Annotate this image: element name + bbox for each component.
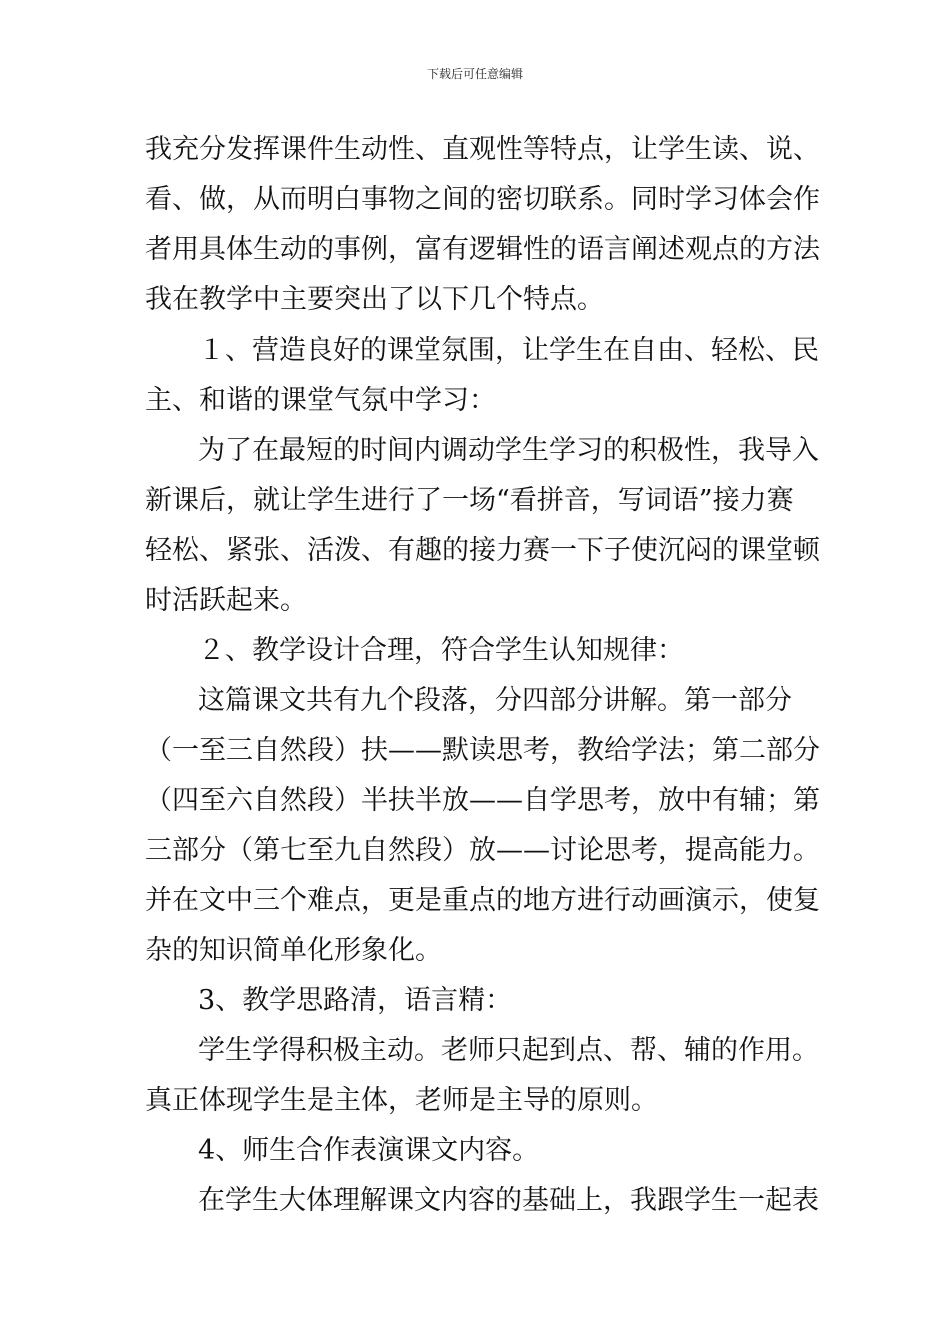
text-line: 真正体现学生是主体，老师是主导的原则。 bbox=[145, 1085, 658, 1116]
paragraph-start: 在学生大体理解课文内容的基础上，我跟学生一起表 bbox=[198, 1185, 819, 1216]
text-line: （一至三自然段）扶——默读思考，教给学法；第二部分 bbox=[145, 735, 820, 766]
section-heading: 3、教学思路清，语言精： bbox=[198, 985, 513, 1016]
paragraph-start: 学生学得积极主动。老师只起到点、帮、辅的作用。 bbox=[198, 1035, 819, 1066]
section-heading: １、营造良好的课堂氛围，让学生在自由、轻松、民 bbox=[198, 335, 819, 366]
text-line: （四至六自然段）半扶半放——自学思考，放中有辅；第 bbox=[145, 785, 820, 816]
text-line: 我充分发挥课件生动性、直观性等特点，让学生读、说、 bbox=[145, 134, 820, 165]
text-line: 轻松、紧张、活泼、有趣的接力赛一下子使沉闷的课堂顿 bbox=[145, 535, 820, 566]
text-line: 三部分（第七至九自然段）放——讨论思考，提高能力。 bbox=[145, 835, 820, 866]
text-line: 主、和谐的课堂气氛中学习： bbox=[145, 385, 496, 416]
paragraph-start: 为了在最短的时间内调动学生学习的积极性，我导入 bbox=[198, 435, 819, 466]
text-line: 看、做，从而明白事物之间的密切联系。同时学习体会作 bbox=[145, 184, 820, 215]
text-line: 新课后，就让学生进行了一场“看拼音，写词语”接力赛 bbox=[145, 485, 794, 516]
text-line: 并在文中三个难点，更是重点的地方进行动画演示，使复 bbox=[145, 885, 820, 916]
text-line: 杂的知识简单化形象化。 bbox=[145, 935, 442, 966]
text-line: 者用具体生动的事例，富有逻辑性的语言阐述观点的方法 bbox=[145, 234, 820, 265]
section-heading: 4、师生合作表演课文内容。 bbox=[198, 1135, 540, 1166]
text-line: 我在教学中主要突出了以下几个特点。 bbox=[145, 284, 604, 315]
paragraph-start: 这篇课文共有九个段落，分四部分讲解。第一部分 bbox=[198, 685, 792, 716]
text-line: 时活跃起来。 bbox=[145, 585, 307, 616]
section-heading: ２、教学设计合理，符合学生认知规律： bbox=[198, 635, 684, 666]
page-header: 下载后可任意编辑 bbox=[426, 67, 523, 81]
